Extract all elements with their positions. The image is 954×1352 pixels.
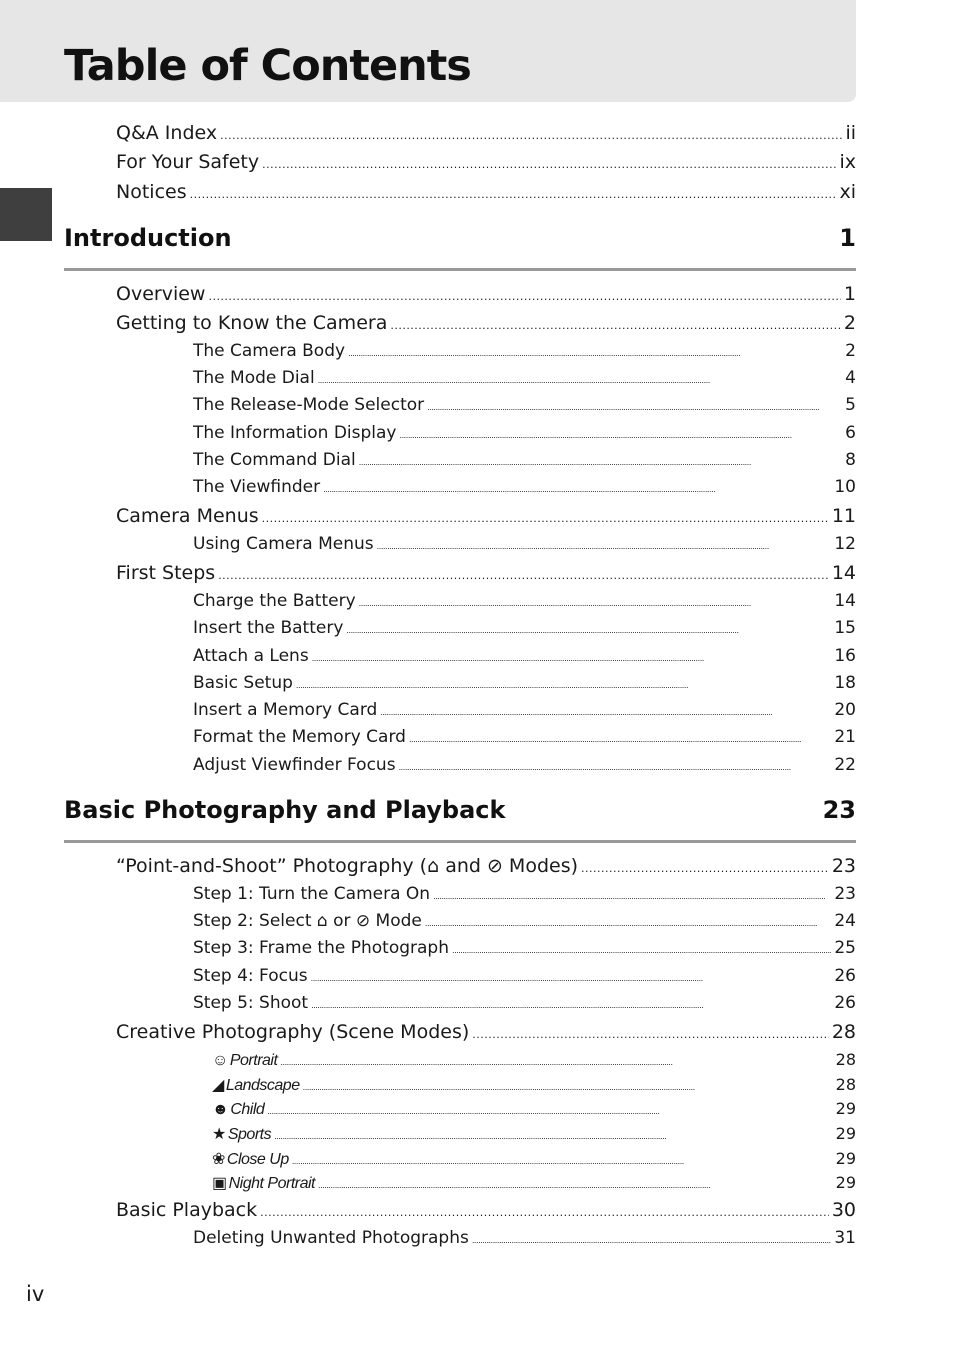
toc-entry-qa-index[interactable]: Q&A Index . . . ii: [116, 122, 856, 148]
toc-entry-mode-dial[interactable]: The Mode Dial . . . 4: [193, 368, 856, 391]
toc-entry-insert-memory-card[interactable]: Insert a Memory Card . . . 20: [193, 700, 856, 723]
toc-entry-information-display[interactable]: The Information Display . . . 6: [193, 423, 856, 446]
toc-entry-step-5[interactable]: Step 5: Shoot . . . 26: [193, 993, 856, 1016]
toc-entry-step-2[interactable]: Step 2: Select ⌂ or ⊘ Mode . . . 24: [193, 911, 856, 934]
night-portrait-icon: ▣: [212, 1175, 227, 1192]
landscape-icon: ◢: [212, 1077, 224, 1094]
toc-entry-point-and-shoot[interactable]: “Point-and-Shoot” Photography (⌂ and ⊘ Modes) . . . 23: [116, 855, 856, 881]
toc-entry-camera-menus[interactable]: Camera Menus . . . 11: [116, 505, 856, 531]
toc-entry-deleting-photographs[interactable]: Deleting Unwanted Photographs . . . 31: [193, 1228, 856, 1251]
toc-entry-night-portrait[interactable]: ▣ Night Portrait . . . 29: [212, 1173, 856, 1195]
toc-entry-sports[interactable]: ★ Sports . . . 29: [212, 1124, 856, 1146]
toc-entry-adjust-viewfinder-focus[interactable]: Adjust Viewfinder Focus . . . 22: [193, 755, 856, 778]
toc-entry-attach-lens[interactable]: Attach a Lens . . . 16: [193, 646, 856, 669]
toc-entry-notices[interactable]: Notices . . . xi: [116, 181, 856, 207]
toc-entry-charge-battery[interactable]: Charge the Battery . . . 14: [193, 591, 856, 614]
toc-entry-step-4[interactable]: Step 4: Focus . . . 26: [193, 966, 856, 989]
child-icon: ☻: [212, 1101, 229, 1118]
toc-entry-close-up[interactable]: ❀ Close Up . . . 29: [212, 1149, 856, 1171]
toc-entry-step-1[interactable]: Step 1: Turn the Camera On . . . 23: [193, 884, 856, 907]
toc-entry-format-memory-card[interactable]: Format the Memory Card . . . 21: [193, 727, 856, 750]
toc-entry-using-camera-menus[interactable]: Using Camera Menus . . . 12: [193, 534, 856, 557]
section-heading-basic-photography[interactable]: Basic Photography and Playback 23: [64, 796, 856, 843]
toc-entry-release-mode-selector[interactable]: The Release-Mode Selector . . . 5: [193, 395, 856, 418]
toc-entry-basic-playback[interactable]: Basic Playback . . . 30: [116, 1199, 856, 1225]
toc-entry-creative-photography[interactable]: Creative Photography (Scene Modes) . . . 28: [116, 1021, 856, 1047]
toc-entry-getting-to-know-camera[interactable]: Getting to Know the Camera . . . 2: [116, 312, 856, 338]
toc-entry-portrait[interactable]: ☺ Portrait . . . 28: [212, 1050, 856, 1072]
toc-entry-landscape[interactable]: ◢ Landscape . . . 28: [212, 1075, 856, 1097]
toc-entry-basic-setup[interactable]: Basic Setup . . . 18: [193, 673, 856, 696]
chapter-thumb-tab: [0, 188, 52, 241]
toc-entry-viewfinder[interactable]: The Viewfinder . . . 10: [193, 477, 856, 500]
toc-entry-child[interactable]: ☻ Child . . . 29: [212, 1099, 856, 1121]
toc-entry-insert-battery[interactable]: Insert the Battery . . . 15: [193, 618, 856, 641]
toc-entry-camera-body[interactable]: The Camera Body . . . 2: [193, 341, 856, 364]
page-title: Table of Contents: [64, 41, 471, 91]
toc-entry-first-steps[interactable]: First Steps . . . 14: [116, 562, 856, 588]
toc-entry-overview[interactable]: Overview . . . 1: [116, 283, 856, 309]
section-heading-introduction[interactable]: Introduction 1: [64, 224, 856, 271]
toc-entry-for-your-safety[interactable]: For Your Safety . . . ix: [116, 151, 856, 177]
portrait-icon: ☺: [212, 1052, 228, 1069]
toc-entry-step-3[interactable]: Step 3: Frame the Photograph . . . 25: [193, 938, 856, 961]
page-number: iv: [26, 1282, 45, 1306]
close-up-icon: ❀: [212, 1151, 225, 1168]
sports-icon: ★: [212, 1126, 226, 1143]
toc-entry-command-dial[interactable]: The Command Dial . . . 8: [193, 450, 856, 473]
